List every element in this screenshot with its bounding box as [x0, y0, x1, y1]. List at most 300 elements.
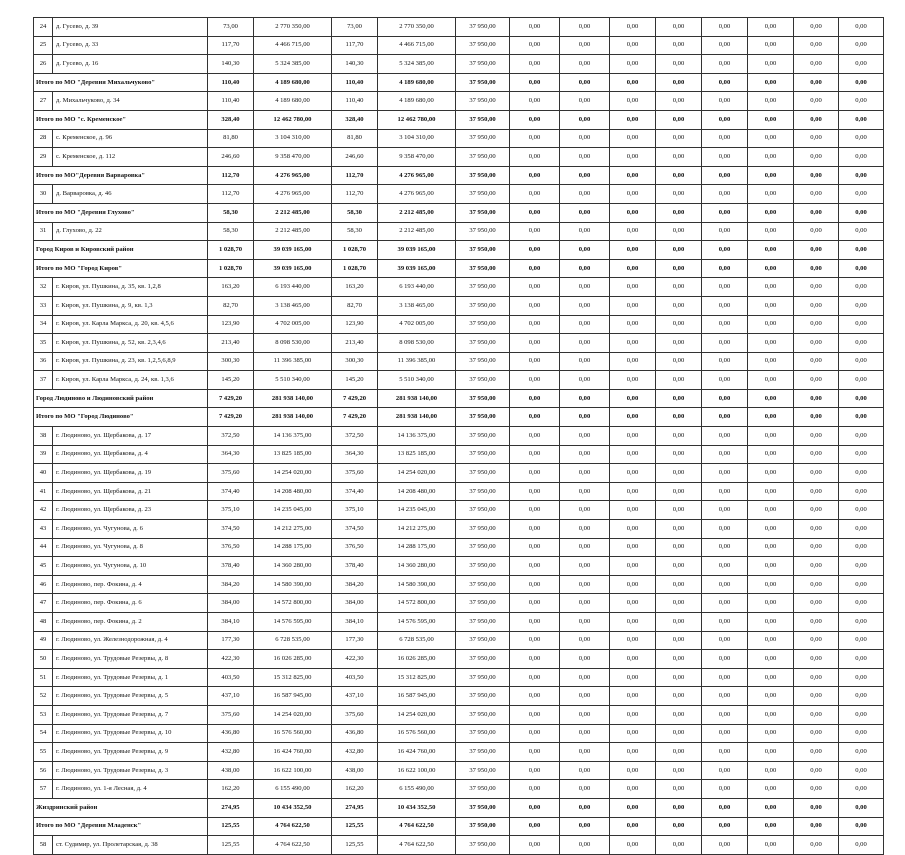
address-cell: д. Гусево, д. 16: [53, 55, 208, 74]
address-cell: г. Людиново, ул. Чугунова, д. 6: [53, 520, 208, 539]
value-cell: 0,00: [510, 817, 560, 836]
subtotal-row: [34, 817, 884, 836]
value-cell: 37 950,00: [456, 296, 510, 315]
value-cell: 0,00: [794, 408, 839, 427]
value-cell: 0,00: [794, 166, 839, 185]
subtotal-label: Итого по МО "Город Людиново": [34, 408, 208, 427]
address-cell: д. Варваровка, д. 46: [53, 185, 208, 204]
table-row: [34, 55, 884, 74]
value-cell: 37 950,00: [456, 427, 510, 446]
value-cell: 0,00: [702, 836, 748, 855]
value-cell: 281 938 140,00: [378, 408, 456, 427]
value-cell: 0,00: [560, 817, 610, 836]
value-cell: 0,00: [656, 427, 702, 446]
value-cell: 163,20: [208, 278, 254, 297]
address-cell: г. Киров, ул. Карла Маркса, д. 20, кв. 4,5,6: [53, 315, 208, 334]
value-cell: 274,95: [332, 798, 378, 817]
value-cell: 375,10: [332, 501, 378, 520]
value-cell: 12 462 780,00: [254, 110, 332, 129]
value-cell: 0,00: [560, 241, 610, 260]
value-cell: 0,00: [702, 724, 748, 743]
value-cell: 0,00: [748, 613, 794, 632]
value-cell: 1 028,70: [208, 259, 254, 278]
value-cell: 375,60: [208, 705, 254, 724]
table-row: [34, 631, 884, 650]
value-cell: 0,00: [839, 92, 884, 111]
value-cell: 0,00: [560, 594, 610, 613]
value-cell: 0,00: [839, 241, 884, 260]
value-cell: 0,00: [748, 296, 794, 315]
value-cell: 0,00: [510, 241, 560, 260]
value-cell: 0,00: [510, 705, 560, 724]
value-cell: 0,00: [656, 166, 702, 185]
value-cell: 0,00: [839, 482, 884, 501]
row-number: 25: [34, 36, 53, 55]
value-cell: 82,70: [208, 296, 254, 315]
value-cell: 117,70: [332, 36, 378, 55]
value-cell: 0,00: [748, 278, 794, 297]
value-cell: 125,55: [332, 836, 378, 855]
value-cell: 0,00: [560, 482, 610, 501]
value-cell: 375,60: [332, 464, 378, 483]
value-cell: 0,00: [702, 36, 748, 55]
address-cell: г. Людиново, ул. Чугунова, д. 8: [53, 538, 208, 557]
value-cell: 246,60: [208, 148, 254, 167]
value-cell: 0,00: [702, 371, 748, 390]
row-number: 41: [34, 482, 53, 501]
value-cell: 0,00: [656, 724, 702, 743]
housing-program-table: [33, 17, 884, 855]
value-cell: 432,80: [332, 743, 378, 762]
subtotal-label: Итого по МО "Город Киров": [34, 259, 208, 278]
row-number: 28: [34, 129, 53, 148]
address-cell: г. Людиново, ул. Щербакова, д. 4: [53, 445, 208, 464]
value-cell: 0,00: [839, 613, 884, 632]
row-number: 44: [34, 538, 53, 557]
value-cell: 145,20: [208, 371, 254, 390]
value-cell: 14 360 280,00: [378, 557, 456, 576]
value-cell: 0,00: [560, 334, 610, 353]
value-cell: 0,00: [748, 241, 794, 260]
value-cell: 0,00: [839, 445, 884, 464]
value-cell: 0,00: [656, 817, 702, 836]
value-cell: 0,00: [560, 389, 610, 408]
subtotal-row: [34, 389, 884, 408]
value-cell: 0,00: [794, 55, 839, 74]
value-cell: 0,00: [748, 650, 794, 669]
address-cell: д. Глухово, д. 22: [53, 222, 208, 241]
value-cell: 0,00: [794, 315, 839, 334]
row-number: 36: [34, 352, 53, 371]
value-cell: 0,00: [839, 110, 884, 129]
value-cell: 0,00: [702, 352, 748, 371]
value-cell: 0,00: [560, 613, 610, 632]
value-cell: 0,00: [748, 631, 794, 650]
value-cell: 14 288 175,00: [254, 538, 332, 557]
value-cell: 10 434 352,50: [378, 798, 456, 817]
value-cell: 0,00: [510, 631, 560, 650]
value-cell: 0,00: [510, 538, 560, 557]
value-cell: 0,00: [794, 334, 839, 353]
value-cell: 37 950,00: [456, 166, 510, 185]
value-cell: 3 104 310,00: [378, 129, 456, 148]
value-cell: 112,70: [208, 185, 254, 204]
value-cell: 37 950,00: [456, 148, 510, 167]
value-cell: 37 950,00: [456, 501, 510, 520]
value-cell: 0,00: [610, 817, 656, 836]
row-number: 58: [34, 836, 53, 855]
row-number: 46: [34, 575, 53, 594]
value-cell: 0,00: [839, 501, 884, 520]
value-cell: 0,00: [610, 203, 656, 222]
table-row: [34, 352, 884, 371]
value-cell: 0,00: [610, 110, 656, 129]
address-cell: г. Людиново, ул. Железнодорожная, д. 4: [53, 631, 208, 650]
value-cell: 0,00: [510, 296, 560, 315]
table-row: [34, 724, 884, 743]
value-cell: 375,60: [208, 464, 254, 483]
table-row: [34, 445, 884, 464]
value-cell: 0,00: [794, 129, 839, 148]
value-cell: 9 358 470,00: [254, 148, 332, 167]
value-cell: 0,00: [839, 594, 884, 613]
address-cell: г. Людиново, пер. Фокина, д. 4: [53, 575, 208, 594]
value-cell: 0,00: [656, 761, 702, 780]
value-cell: 14 572 800,00: [254, 594, 332, 613]
value-cell: 0,00: [510, 185, 560, 204]
value-cell: 0,00: [656, 743, 702, 762]
table-row: [34, 613, 884, 632]
value-cell: 14 136 375,00: [254, 427, 332, 446]
value-cell: 274,95: [208, 798, 254, 817]
value-cell: 0,00: [656, 705, 702, 724]
value-cell: 0,00: [610, 464, 656, 483]
address-cell: г. Людиново, ул. Трудовые Резервы, д. 9: [53, 743, 208, 762]
value-cell: 0,00: [510, 743, 560, 762]
value-cell: 374,40: [208, 482, 254, 501]
value-cell: 0,00: [610, 55, 656, 74]
subtotal-label: Город Киров и Кировский район: [34, 241, 208, 260]
value-cell: 0,00: [748, 575, 794, 594]
value-cell: 384,10: [332, 613, 378, 632]
table-row: [34, 296, 884, 315]
value-cell: 0,00: [656, 129, 702, 148]
value-cell: 0,00: [656, 371, 702, 390]
value-cell: 0,00: [702, 594, 748, 613]
value-cell: 0,00: [748, 352, 794, 371]
row-number: 27: [34, 92, 53, 111]
table-row: [34, 129, 884, 148]
subtotal-row: [34, 203, 884, 222]
value-cell: 16 026 285,00: [254, 650, 332, 669]
value-cell: 37 950,00: [456, 575, 510, 594]
value-cell: 81,80: [208, 129, 254, 148]
address-cell: г. Людиново, ул. Трудовые Резервы, д. 5: [53, 687, 208, 706]
value-cell: 58,30: [332, 203, 378, 222]
value-cell: 110,40: [208, 73, 254, 92]
value-cell: 0,00: [748, 222, 794, 241]
value-cell: 0,00: [560, 687, 610, 706]
value-cell: 4 189 680,00: [254, 92, 332, 111]
value-cell: 6 155 490,00: [254, 780, 332, 799]
value-cell: 0,00: [510, 259, 560, 278]
value-cell: 0,00: [702, 501, 748, 520]
value-cell: 0,00: [510, 203, 560, 222]
value-cell: 0,00: [610, 650, 656, 669]
value-cell: 2 212 485,00: [254, 222, 332, 241]
value-cell: 281 938 140,00: [378, 389, 456, 408]
value-cell: 0,00: [560, 836, 610, 855]
value-cell: 0,00: [560, 761, 610, 780]
value-cell: 1 028,70: [332, 259, 378, 278]
value-cell: 0,00: [510, 464, 560, 483]
table-row: [34, 668, 884, 687]
row-number: 33: [34, 296, 53, 315]
value-cell: 0,00: [702, 241, 748, 260]
table-row: [34, 650, 884, 669]
value-cell: 0,00: [510, 575, 560, 594]
value-cell: 0,00: [839, 520, 884, 539]
value-cell: 14 360 280,00: [254, 557, 332, 576]
value-cell: 0,00: [656, 836, 702, 855]
value-cell: 0,00: [748, 817, 794, 836]
value-cell: 0,00: [748, 18, 794, 37]
value-cell: 0,00: [560, 296, 610, 315]
value-cell: 0,00: [656, 296, 702, 315]
value-cell: 0,00: [748, 798, 794, 817]
value-cell: 0,00: [560, 724, 610, 743]
value-cell: 0,00: [794, 73, 839, 92]
value-cell: 0,00: [839, 538, 884, 557]
value-cell: 0,00: [610, 557, 656, 576]
value-cell: 0,00: [560, 408, 610, 427]
value-cell: 0,00: [702, 334, 748, 353]
value-cell: 372,50: [332, 427, 378, 446]
value-cell: 0,00: [656, 259, 702, 278]
value-cell: 0,00: [839, 557, 884, 576]
row-number: 39: [34, 445, 53, 464]
value-cell: 0,00: [748, 55, 794, 74]
value-cell: 0,00: [748, 780, 794, 799]
value-cell: 0,00: [560, 464, 610, 483]
value-cell: 0,00: [839, 668, 884, 687]
value-cell: 0,00: [560, 73, 610, 92]
value-cell: 0,00: [560, 445, 610, 464]
value-cell: 0,00: [510, 613, 560, 632]
value-cell: 0,00: [560, 780, 610, 799]
value-cell: 0,00: [794, 631, 839, 650]
table-row: [34, 482, 884, 501]
value-cell: 0,00: [839, 761, 884, 780]
value-cell: 4 189 680,00: [378, 73, 456, 92]
value-cell: 0,00: [794, 148, 839, 167]
value-cell: 58,30: [208, 203, 254, 222]
value-cell: 0,00: [560, 520, 610, 539]
row-number: 55: [34, 743, 53, 762]
value-cell: 82,70: [332, 296, 378, 315]
value-cell: 0,00: [610, 631, 656, 650]
value-cell: 0,00: [610, 594, 656, 613]
value-cell: 5 510 340,00: [378, 371, 456, 390]
value-cell: 1 028,70: [208, 241, 254, 260]
value-cell: 4 276 965,00: [378, 166, 456, 185]
value-cell: 0,00: [560, 575, 610, 594]
value-cell: 0,00: [794, 278, 839, 297]
value-cell: 0,00: [702, 427, 748, 446]
value-cell: 0,00: [610, 761, 656, 780]
value-cell: 0,00: [748, 389, 794, 408]
value-cell: 0,00: [560, 371, 610, 390]
value-cell: 0,00: [510, 798, 560, 817]
value-cell: 15 312 825,00: [378, 668, 456, 687]
value-cell: 37 950,00: [456, 92, 510, 111]
value-cell: 281 938 140,00: [254, 389, 332, 408]
value-cell: 0,00: [560, 222, 610, 241]
value-cell: 0,00: [560, 501, 610, 520]
address-cell: г. Киров, ул. Пушкина, д. 52, кв. 2,3,4,6: [53, 334, 208, 353]
value-cell: 403,50: [208, 668, 254, 687]
value-cell: 37 950,00: [456, 259, 510, 278]
value-cell: 4 764 622,50: [378, 836, 456, 855]
subtotal-label: Итого по МО"Деревня Варваровка": [34, 166, 208, 185]
value-cell: 0,00: [610, 743, 656, 762]
row-number: 37: [34, 371, 53, 390]
value-cell: 0,00: [610, 538, 656, 557]
value-cell: 0,00: [702, 705, 748, 724]
value-cell: 2 212 485,00: [254, 203, 332, 222]
value-cell: 0,00: [656, 594, 702, 613]
value-cell: 0,00: [610, 668, 656, 687]
value-cell: 16 576 560,00: [378, 724, 456, 743]
value-cell: 14 235 045,00: [254, 501, 332, 520]
subtotal-label: Город Людиново и Людиновский район: [34, 389, 208, 408]
value-cell: 0,00: [839, 464, 884, 483]
value-cell: 16 587 945,00: [254, 687, 332, 706]
value-cell: 0,00: [794, 761, 839, 780]
value-cell: 437,10: [332, 687, 378, 706]
value-cell: 0,00: [702, 278, 748, 297]
value-cell: 125,55: [332, 817, 378, 836]
value-cell: 0,00: [510, 352, 560, 371]
value-cell: 37 950,00: [456, 482, 510, 501]
value-cell: 0,00: [839, 352, 884, 371]
value-cell: 0,00: [748, 687, 794, 706]
value-cell: 0,00: [610, 520, 656, 539]
table-row: [34, 464, 884, 483]
value-cell: 37 950,00: [456, 185, 510, 204]
value-cell: 0,00: [839, 389, 884, 408]
value-cell: 422,30: [332, 650, 378, 669]
value-cell: 0,00: [656, 55, 702, 74]
table-row: [34, 315, 884, 334]
value-cell: 0,00: [510, 761, 560, 780]
value-cell: 0,00: [610, 705, 656, 724]
value-cell: 0,00: [560, 185, 610, 204]
value-cell: 0,00: [560, 129, 610, 148]
value-cell: 0,00: [839, 18, 884, 37]
value-cell: 0,00: [794, 836, 839, 855]
value-cell: 0,00: [610, 371, 656, 390]
value-cell: 163,20: [332, 278, 378, 297]
subtotal-row: [34, 259, 884, 278]
value-cell: 0,00: [748, 743, 794, 762]
address-cell: г. Людиново, ул. Трудовые Резервы, д. 10: [53, 724, 208, 743]
value-cell: 0,00: [510, 389, 560, 408]
value-cell: 112,70: [332, 185, 378, 204]
row-number: 57: [34, 780, 53, 799]
address-cell: г. Людиново, ул. 1-я Лесная, д. 4: [53, 780, 208, 799]
value-cell: 0,00: [702, 613, 748, 632]
value-cell: 0,00: [748, 203, 794, 222]
value-cell: 0,00: [510, 650, 560, 669]
value-cell: 4 276 965,00: [378, 185, 456, 204]
value-cell: 0,00: [656, 445, 702, 464]
value-cell: 0,00: [656, 557, 702, 576]
address-cell: г. Киров, ул. Пушкина, д. 23, кв. 1,2,5,6,8,9: [53, 352, 208, 371]
value-cell: 0,00: [610, 315, 656, 334]
value-cell: 5 510 340,00: [254, 371, 332, 390]
value-cell: 0,00: [794, 352, 839, 371]
value-cell: 37 950,00: [456, 408, 510, 427]
value-cell: 0,00: [656, 241, 702, 260]
value-cell: 8 098 530,00: [378, 334, 456, 353]
value-cell: 0,00: [560, 166, 610, 185]
value-cell: 0,00: [748, 334, 794, 353]
value-cell: 384,00: [208, 594, 254, 613]
value-cell: 4 276 965,00: [254, 166, 332, 185]
value-cell: 0,00: [510, 501, 560, 520]
value-cell: 372,50: [208, 427, 254, 446]
value-cell: 0,00: [656, 668, 702, 687]
address-cell: с. Кременское, д. 96: [53, 129, 208, 148]
address-cell: с. Кременское, д. 112: [53, 148, 208, 167]
value-cell: 0,00: [702, 408, 748, 427]
value-cell: 0,00: [794, 464, 839, 483]
value-cell: 37 950,00: [456, 203, 510, 222]
value-cell: 37 950,00: [456, 222, 510, 241]
value-cell: 37 950,00: [456, 464, 510, 483]
value-cell: 0,00: [656, 631, 702, 650]
value-cell: 0,00: [794, 798, 839, 817]
table-row: [34, 761, 884, 780]
subtotal-row: [34, 110, 884, 129]
value-cell: 438,00: [332, 761, 378, 780]
value-cell: 281 938 140,00: [254, 408, 332, 427]
value-cell: 0,00: [702, 445, 748, 464]
value-cell: 0,00: [610, 334, 656, 353]
value-cell: 4 276 965,00: [254, 185, 332, 204]
value-cell: 0,00: [748, 315, 794, 334]
value-cell: 0,00: [794, 613, 839, 632]
value-cell: 0,00: [748, 538, 794, 557]
value-cell: 81,80: [332, 129, 378, 148]
address-cell: г. Людиново, ул. Щербакова, д. 19: [53, 464, 208, 483]
value-cell: 0,00: [560, 705, 610, 724]
address-cell: г. Киров, ул. Карла Маркса, д. 24, кв. 1,3,6: [53, 371, 208, 390]
value-cell: 0,00: [748, 464, 794, 483]
value-cell: 37 950,00: [456, 668, 510, 687]
value-cell: 0,00: [510, 129, 560, 148]
value-cell: 0,00: [839, 780, 884, 799]
value-cell: 0,00: [839, 575, 884, 594]
value-cell: 2 212 485,00: [378, 222, 456, 241]
value-cell: 0,00: [702, 203, 748, 222]
value-cell: 73,00: [208, 18, 254, 37]
row-number: 34: [34, 315, 53, 334]
table-row: [34, 148, 884, 167]
value-cell: 0,00: [794, 222, 839, 241]
value-cell: 39 039 165,00: [378, 241, 456, 260]
